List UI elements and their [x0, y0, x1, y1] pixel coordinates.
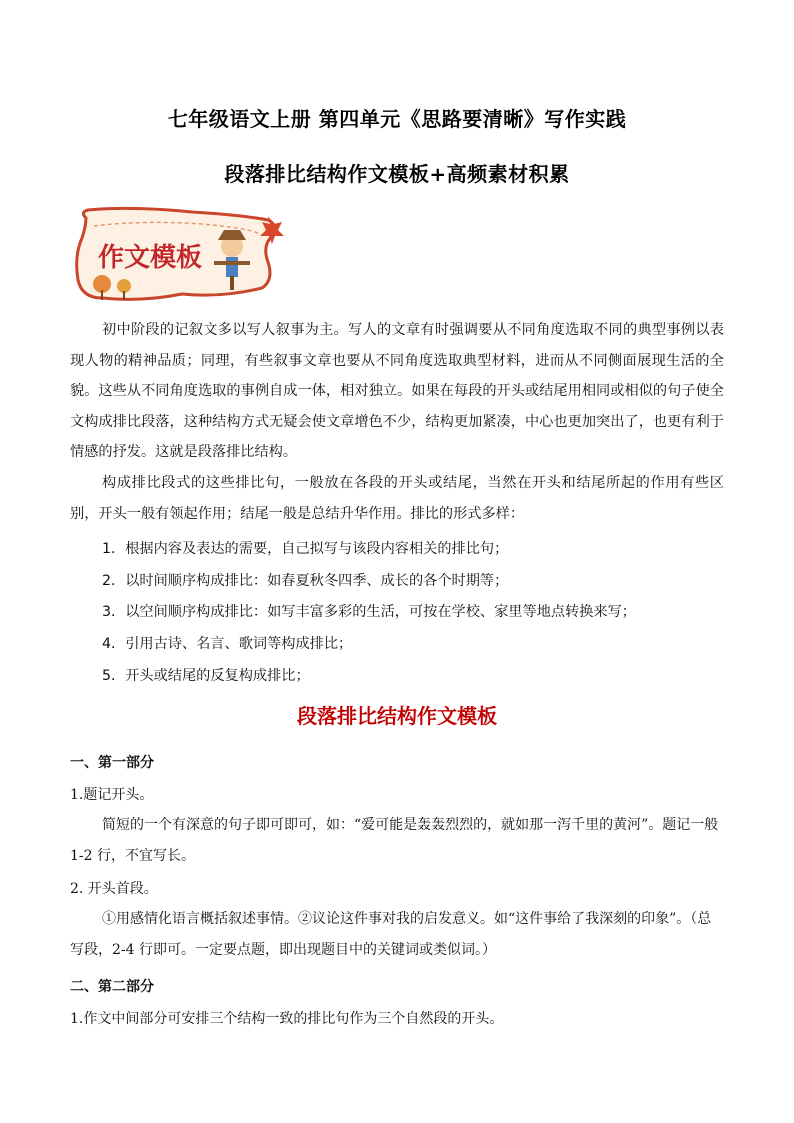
part2-title: 二、第二部分: [70, 979, 154, 995]
part2-sub1-title: 1.作文中间部分可安排三个结构一致的排比句作为三个自然段的开头。: [70, 1011, 504, 1027]
document-subtitle: 段落排比结构作文模板+高频素材积累: [224, 162, 570, 186]
form-list: [102, 534, 636, 692]
part1-sub1-text: 简短的一个有深意的句子即可即可，如：“爱可能是轰轰烈烈的，就如那一泻千里的黄河”。题记一般 1-2 行，不宜写长。: [70, 817, 719, 864]
list-item: 4．引用古诗、名言、歌词等构成排比；: [102, 636, 353, 653]
list-item: 5．开头或结尾的反复构成排比；: [102, 667, 310, 684]
part1-sub2-title: 2. 开头首段。: [70, 881, 158, 897]
document-title: 七年级语文上册 第四单元《思路要清晰》写作实践: [167, 107, 627, 131]
part1-sub1-title: 1.题记开头。: [70, 787, 154, 803]
list-item: 3．以空间顺序构成排比：如写丰富多彩的生活，可按在学校、家里等地点转换来写；: [102, 604, 636, 621]
section-heading: 段落排比结构作文模板: [297, 704, 497, 728]
intro-paragraph-2: 构成排比段式的这些排比句，一般放在各段的开头或结尾，当然在开头和结尾所起的作用有些区别，开头一般有领起作用；结尾一般是总结升华作用。排比的形式多样：: [70, 475, 724, 522]
banner-frame-icon: [72, 206, 284, 308]
banner-illustration: [72, 206, 284, 308]
banner-text: 作文模板: [98, 243, 203, 273]
list-item: 1．根据内容及表达的需要，自己拟写与该段内容相关的排比句；: [102, 541, 509, 557]
part1-sub2-text: ①用感情化语言概括叙述事情。②议论这件事对我的启发意义。如“这件事给了我深刻的印象”。（总写段，2-4 行即可。一定要点题，即出现题目中的关键词或类似词。）: [70, 911, 712, 958]
list-item: 2．以时间顺序构成排比：如春夏秋冬四季、成长的各个时期等；: [102, 572, 509, 589]
intro-paragraph-1: 初中阶段的记叙文多以写人叙事为主。写人的文章有时强调要从不同角度选取不同的典型事例以表现人物的精神品质；同理，有些叙事文章也要从不同角度选取典型材料，进而从不同侧面展现生活的全貌。这些从不同角度选取的事例自成一体，相对独立。如果在每段的开头或结尾用相同或相似的句子使全文构成排比段落，这种结构方式无疑会使文章增色不少，结构更加紧凑，中心也更加突出了，也更有利于情感的抒发。这就是段落排比结构。: [70, 322, 724, 460]
part1-title: 一、第一部分: [70, 755, 154, 771]
